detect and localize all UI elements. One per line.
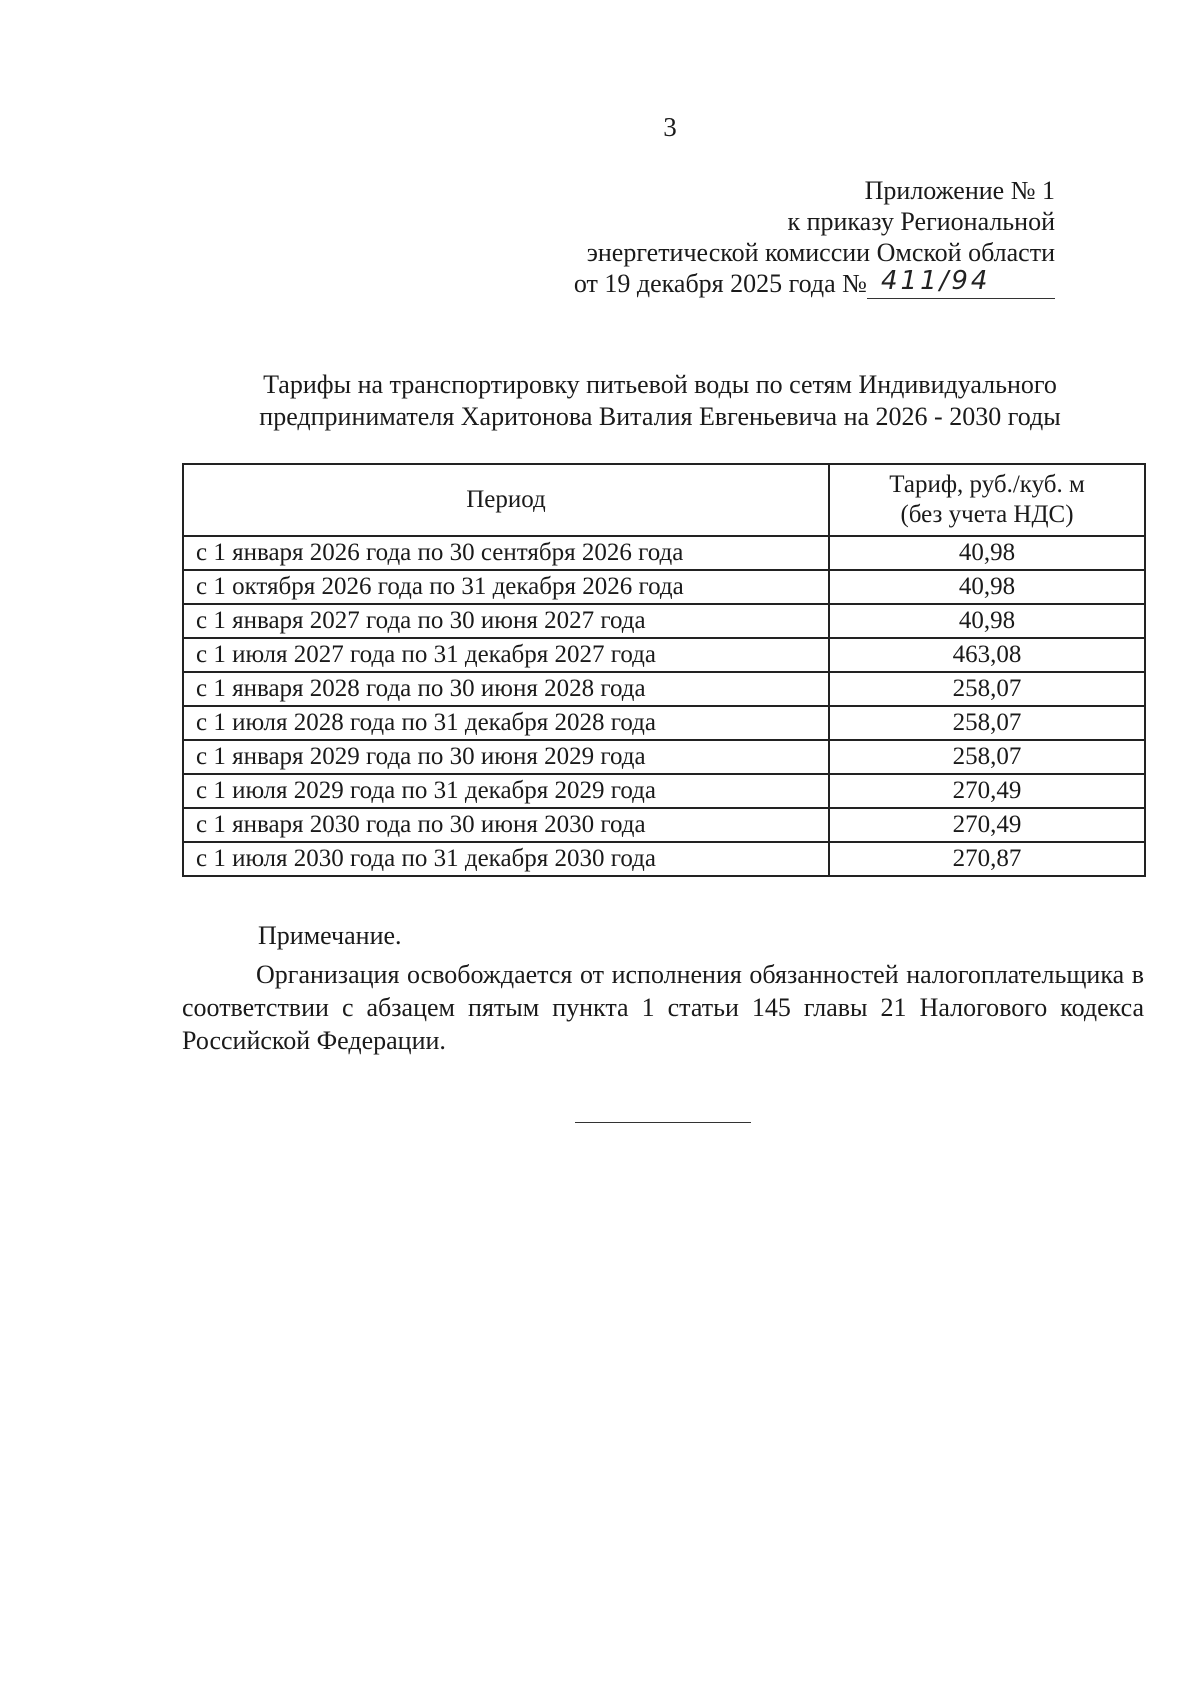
period-cell: с 1 июля 2028 года по 31 декабря 2028 года [183, 706, 829, 740]
note-label: Примечание. [258, 921, 402, 950]
appendix-order-ref: к приказу Региональной [787, 207, 1055, 236]
period-cell: с 1 января 2029 года по 30 июня 2029 года [183, 740, 829, 774]
table-row [183, 740, 1145, 774]
appendix-header [574, 175, 1055, 299]
period-cell: с 1 января 2027 года по 30 июня 2027 года [183, 604, 829, 638]
document-title-line-2: предпринимателя Харитонова Виталия Евгеньевича на 2026 - 2030 годы [259, 402, 1061, 431]
period-cell: с 1 января 2028 года по 30 июня 2028 года [183, 672, 829, 706]
header-tariff-vat: (без учета НДС) [900, 501, 1074, 528]
page-number: 3 [663, 112, 677, 142]
header-period: Период [183, 464, 829, 536]
table-row [183, 638, 1145, 672]
document-title [160, 369, 1160, 433]
table-row [183, 774, 1145, 808]
document-title-line-1: Тарифы на транспортировку питьевой воды по сетям Индивидуального [263, 370, 1057, 399]
period-cell: с 1 января 2026 года по 30 сентября 2026 года [183, 536, 829, 570]
tariff-table [182, 463, 1146, 877]
note-text: Организация освобождается от исполнения обязанностей налогоплательщика в соответствии с абзацем пятым пункта 1 статьи 145 главы 21 Налогового кодекса Российской Федерации. [182, 960, 1144, 1055]
order-number-handwritten: 411/94 [867, 268, 1055, 299]
appendix-title: Приложение № 1 [864, 176, 1055, 205]
table-row [183, 808, 1145, 842]
table-row [183, 672, 1145, 706]
period-cell: с 1 января 2030 года по 30 июня 2030 года [183, 808, 829, 842]
tariff-cell: 270,87 [829, 842, 1145, 876]
table-row [183, 604, 1145, 638]
tariff-cell: 258,07 [829, 672, 1145, 706]
table-row [183, 536, 1145, 570]
table-row [183, 842, 1145, 876]
tariff-cell: 270,49 [829, 774, 1145, 808]
tariff-cell: 40,98 [829, 570, 1145, 604]
period-cell: с 1 октября 2026 года по 31 декабря 2026 года [183, 570, 829, 604]
period-cell: с 1 июля 2027 года по 31 декабря 2027 года [183, 638, 829, 672]
table-row [183, 706, 1145, 740]
period-cell: с 1 июля 2030 года по 31 декабря 2030 года [183, 842, 829, 876]
header-tariff [829, 464, 1145, 536]
appendix-issuer: энергетической комиссии Омской области [586, 238, 1055, 267]
appendix-order-date-line [574, 268, 1055, 299]
end-divider [575, 1122, 751, 1123]
table-header-row [183, 464, 1145, 536]
tariff-cell: 270,49 [829, 808, 1145, 842]
period-cell: с 1 июля 2029 года по 31 декабря 2029 года [183, 774, 829, 808]
tariff-rows [183, 536, 1145, 876]
tariff-cell: 258,07 [829, 706, 1145, 740]
tariff-cell: 40,98 [829, 536, 1145, 570]
table-row [183, 570, 1145, 604]
tariff-cell: 40,98 [829, 604, 1145, 638]
appendix-order-date: от 19 декабря 2025 года № [573, 269, 867, 298]
header-tariff-unit: Тариф, руб./куб. м [889, 471, 1085, 498]
tariff-cell: 258,07 [829, 740, 1145, 774]
tariff-cell: 463,08 [829, 638, 1145, 672]
